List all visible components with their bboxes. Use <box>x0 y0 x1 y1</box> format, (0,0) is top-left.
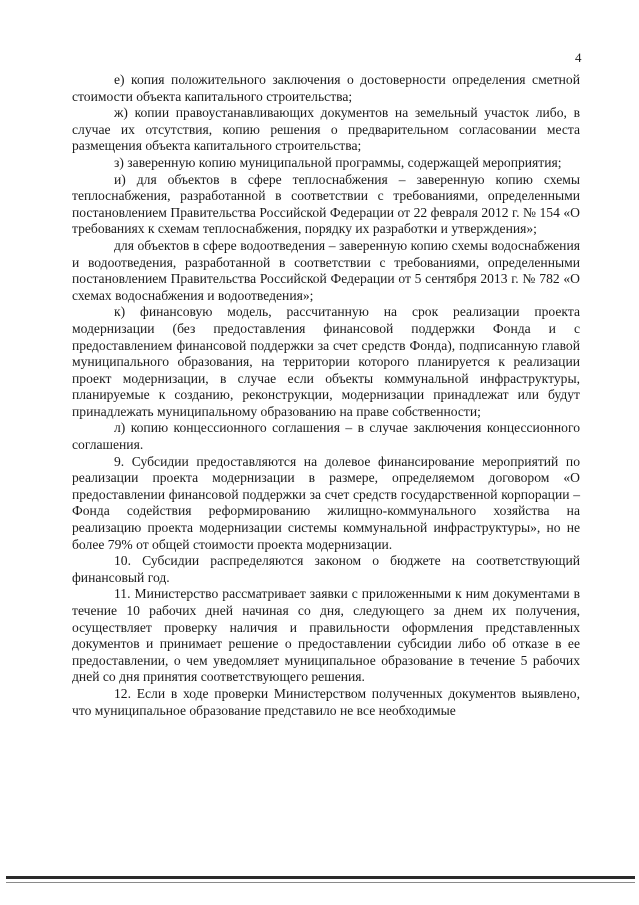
scan-bottom-edge <box>6 876 635 879</box>
paragraph-water-disposal: для объектов в сфере водоотведения – заверенную копию схемы водоснабжения и водоотведения, разработанной в соответствии с требованиями, определенными постановлением Правительства Российской Федерации от 5 сентября 2013 г. № 782 «О схемах водоснабжения и водоотведения»; <box>72 237 580 303</box>
page-number: 4 <box>575 50 582 65</box>
document-body <box>72 72 580 719</box>
paragraph-item-i: и) для объектов в сфере теплоснабжения – заверенную копию схемы теплоснабжения, разработанной в соответствии с требованиями, определенными постановлением Правительства Российской Федерации от 22 февраля 2012 г. № 154 «О требованиях к схемам теплоснабжения, порядку их разработки и утверждения»; <box>72 171 580 237</box>
scan-bottom-edge-shadow <box>6 882 635 883</box>
paragraph-11: 11. Министерство рассматривает заявки с приложенными к ним документами в течение 10 рабочих дней начиная со дня, следующего за днем их получения, осуществляет проверку наличия и правильности оформления представленных документов и принимает решение о предоставлении субсидии либо об отказе в ее предоставлении, о чем уведомляет муниципальное образование в течение 5 рабочих дней со дня принятия соответствующего решения. <box>72 586 580 685</box>
paragraph-item-l: л) копию концессионного соглашения – в случае заключения концессионного соглашения. <box>72 420 580 453</box>
paragraph-item-zh: ж) копии правоустанавливающих документов на земельный участок либо, в случае их отсутствия, копию решения о предварительном согласовании места размещения объекта капитального строительства; <box>72 105 580 154</box>
paragraph-10: 10. Субсидии распределяются законом о бюджете на соответствующий финансовый год. <box>72 553 580 585</box>
paragraph-item-k: к) финансовую модель, рассчитанную на срок реализации проекта модернизации (без предоставления финансовой поддержки Фонда и с предоставлением финансовой поддержки за счет средств Фонда), подписанную главой муниципального образования, на территории которого планируется к реализации проект модернизации, в случае если объекты коммунальной инфраструктуры, планируемые к созданию, реконструкции, модернизации принадлежат или будут принадлежать муниципальному образованию на праве собственности; <box>72 304 580 419</box>
paragraph-9: 9. Субсидии предоставляются на долевое финансирование мероприятий по реализации проекта модернизации в размере, определяемом договором «О предоставлении финансовой поддержки за счет средств государственной корпорации – Фонда содействия реформированию жилищно-коммунального хозяйства на реализацию проекта модернизации системы коммунальной инфраструктуры», но не более 79% от общей стоимости проекта модернизации. <box>72 453 580 552</box>
paragraph-item-e: е) копия положительного заключения о достоверности определения сметной стоимости объекта капитального строительства; <box>72 72 580 104</box>
paragraph-12: 12. Если в ходе проверки Министерством полученных документов выявлено, что муниципальное образование представило не все необходимые <box>72 685 580 718</box>
paragraph-item-z: з) заверенную копию муниципальной программы, содержащей мероприятия; <box>114 154 562 170</box>
